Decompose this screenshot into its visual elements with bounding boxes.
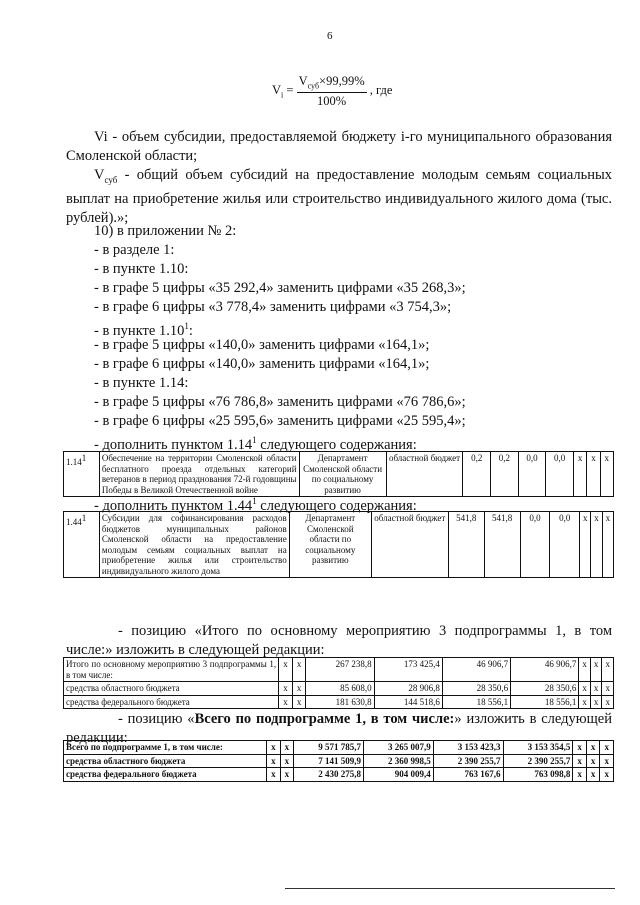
- formula-denominator: 100%: [317, 93, 347, 108]
- table-cell: х: [292, 682, 306, 696]
- table-cell: х: [586, 754, 600, 768]
- table-cell: средства федерального бюджета: [64, 695, 279, 709]
- table-cell: средства областного бюджета: [64, 754, 267, 768]
- table-cell: 3 153 354,5: [503, 741, 573, 755]
- line-appendix: 10) в приложении № 2:: [94, 223, 237, 239]
- table-cell: х: [600, 452, 613, 497]
- table-item-1-44-1: [63, 511, 614, 578]
- formula-numerator: $V_{суб}\times 99,99\%$: [298, 74, 365, 91]
- table-cell: 0,0: [546, 452, 574, 497]
- table-cell: х: [602, 512, 613, 578]
- table-cell: х: [580, 512, 591, 578]
- line-col5-3: - в графе 5 цифры «76 786,8» заменить цифрами «76 786,6»;: [94, 394, 466, 410]
- table-cell: 763 167,6: [433, 768, 503, 782]
- table-cell: х: [573, 741, 587, 755]
- line-col6-1: - в графе 6 цифры «3 778,4» заменить цифрами «3 754,3»;: [94, 299, 452, 315]
- table-cell: областной бюджет: [371, 512, 448, 578]
- table-cell: х: [602, 658, 614, 682]
- table-row: [64, 741, 614, 755]
- table-cell: х: [590, 695, 602, 709]
- table-row: [64, 754, 614, 768]
- table-cell: 46 906,7: [442, 658, 510, 682]
- table-cell: 18 556,1: [511, 695, 579, 709]
- formula-suffix: , где: [369, 83, 393, 98]
- table-vsego-subprogram-1: [63, 740, 614, 782]
- formula: [272, 74, 392, 109]
- table-cell: х: [590, 658, 602, 682]
- table-cell: Обеспечение на территории Смоленской области бесплатного проезда отдельных категорий ветеранов в период празднования 72-й годовщины Победы в Великой Отечественной войне: [99, 452, 299, 497]
- table-cell: х: [579, 695, 591, 709]
- table-cell: 18 556,1: [442, 695, 510, 709]
- table-cell: х: [573, 768, 587, 782]
- table-cell: х: [590, 682, 602, 696]
- definition-vi: Vi - объем субсидии, предоставляемой бюджету i-го муниципального образования Смоленской области;: [66, 129, 612, 164]
- table-itogo-event-3: [63, 657, 614, 709]
- table-cell: 46 906,7: [511, 658, 579, 682]
- table-cell: 2 390 255,7: [433, 754, 503, 768]
- line-position-vsego: - позицию «Всего по подпрограмме 1, в том числе:» изложить в следующей редакции:: [66, 711, 612, 746]
- table-cell: х: [586, 768, 600, 782]
- table-cell: х: [600, 754, 614, 768]
- table-cell: 28 350,6: [442, 682, 510, 696]
- table-cell: 541,8: [448, 512, 484, 578]
- table-cell: 0,0: [520, 512, 550, 578]
- definition-vsub: $V_{суб}$ - общий объем субсидий на предоставление молодым семьям социальных выплат на приобретение жилья или строительство индивидуального жилого дома (тыс. рублей).»;: [66, 167, 612, 226]
- page-number: 6: [327, 30, 333, 42]
- table-cell: 2 390 255,7: [503, 754, 573, 768]
- line-item-1-10-1: - в пункте 1.10$^1$:: [94, 321, 193, 339]
- line-add-1-44-1: - дополнить пунктом 1.44$^1$ следующего содержания:: [94, 496, 417, 514]
- table-item-1-14-1: [63, 451, 614, 497]
- line-col5-2: - в графе 5 цифры «140,0» заменить цифрами «164,1»;: [94, 337, 430, 353]
- line-position-itogo: - позицию «Итого по основному мероприятию 3 подпрограммы 1, в том числе:» изложить в следующей редакции:: [66, 623, 612, 658]
- table-cell: 7 141 509,9: [294, 754, 364, 768]
- table-cell: х: [602, 695, 614, 709]
- line-col5-1: - в графе 5 цифры «35 292,4» заменить цифрами «35 268,3»;: [94, 280, 466, 296]
- formula-fraction: [297, 74, 367, 109]
- table-cell: х: [280, 768, 294, 782]
- table-cell: х: [280, 741, 294, 755]
- table-cell: 0,0: [550, 512, 580, 578]
- table-row: [64, 682, 614, 696]
- table-cell: 181 630,8: [306, 695, 374, 709]
- table-cell: 1.44$^1$: [64, 512, 100, 578]
- table-cell: 3 265 007,9: [363, 741, 433, 755]
- table-cell: 267 238,8: [306, 658, 374, 682]
- table-cell: Всего по подпрограмме 1, в том числе:: [64, 741, 267, 755]
- table-cell: 0,0: [518, 452, 546, 497]
- line-item-1-10: - в пункте 1.10:: [94, 261, 189, 277]
- table-cell: 28 350,6: [511, 682, 579, 696]
- table-cell: 763 098,8: [503, 768, 573, 782]
- table-cell: Департамент Смоленской области по социальному развитию: [299, 452, 386, 497]
- line-add-1-14-1: - дополнить пунктом 1.14$^1$ следующего содержания:: [94, 435, 417, 453]
- table-cell: х: [279, 695, 293, 709]
- table-cell: 144 518,6: [374, 695, 442, 709]
- table-cell: 85 608,0: [306, 682, 374, 696]
- table-cell: 0,2: [463, 452, 491, 497]
- table-cell: 541,8: [484, 512, 520, 578]
- table-cell: х: [573, 754, 587, 768]
- table-cell: х: [579, 682, 591, 696]
- table-cell: 2 430 275,8: [294, 768, 364, 782]
- table-cell: х: [579, 658, 591, 682]
- table-cell: 904 009,4: [363, 768, 433, 782]
- line-col6-3: - в графе 6 цифры «25 595,6» заменить цифрами «25 595,4»;: [94, 413, 466, 429]
- table-row: [64, 512, 614, 578]
- table-cell: х: [292, 695, 306, 709]
- table-cell: средства областного бюджета: [64, 682, 279, 696]
- table-cell: 2 360 998,5: [363, 754, 433, 768]
- table-cell: х: [587, 452, 600, 497]
- table-cell: х: [591, 512, 602, 578]
- table-cell: х: [267, 754, 281, 768]
- table-cell: Департамент Смоленской области по социальному развитию: [289, 512, 371, 578]
- table-row: [64, 695, 614, 709]
- table-cell: 9 571 785,7: [294, 741, 364, 755]
- table-row: [64, 658, 614, 682]
- line-section: - в разделе 1:: [94, 242, 175, 258]
- table-cell: 28 906,8: [374, 682, 442, 696]
- table-cell: 0,2: [491, 452, 519, 497]
- table-cell: Итого по основному мероприятию 3 подпрограммы 1, в том числе:: [64, 658, 279, 682]
- table-cell: х: [600, 768, 614, 782]
- table-cell: х: [573, 452, 586, 497]
- table-row: [64, 768, 614, 782]
- table-cell: х: [600, 741, 614, 755]
- table-cell: средства федерального бюджета: [64, 768, 267, 782]
- table-cell: 3 153 423,3: [433, 741, 503, 755]
- formula-equals: =: [286, 83, 294, 98]
- line-item-1-14: - в пункте 1.14:: [94, 375, 189, 391]
- table-cell: 173 425,4: [374, 658, 442, 682]
- formula-lhs: $V_i$: [272, 83, 284, 100]
- line-col6-2: - в графе 6 цифры «140,0» заменить цифрами «164,1»;: [94, 356, 430, 372]
- footer-divider: [285, 888, 615, 889]
- table-cell: х: [586, 741, 600, 755]
- table-cell: х: [267, 741, 281, 755]
- table-row: [64, 452, 614, 497]
- table-cell: Субсидии для софинансирования расходов бюджетов муниципальных районов Смоленской области на предоставление молодым семьям социальных выплат на приобретение жилья или строительство индивидуального жилого дома: [99, 512, 289, 578]
- table-cell: 1.14$^1$: [64, 452, 100, 497]
- table-cell: х: [279, 658, 293, 682]
- table-cell: областной бюджет: [386, 452, 463, 497]
- table-cell: х: [602, 682, 614, 696]
- table-cell: х: [267, 768, 281, 782]
- table-cell: х: [280, 754, 294, 768]
- table-cell: х: [279, 682, 293, 696]
- table-cell: х: [292, 658, 306, 682]
